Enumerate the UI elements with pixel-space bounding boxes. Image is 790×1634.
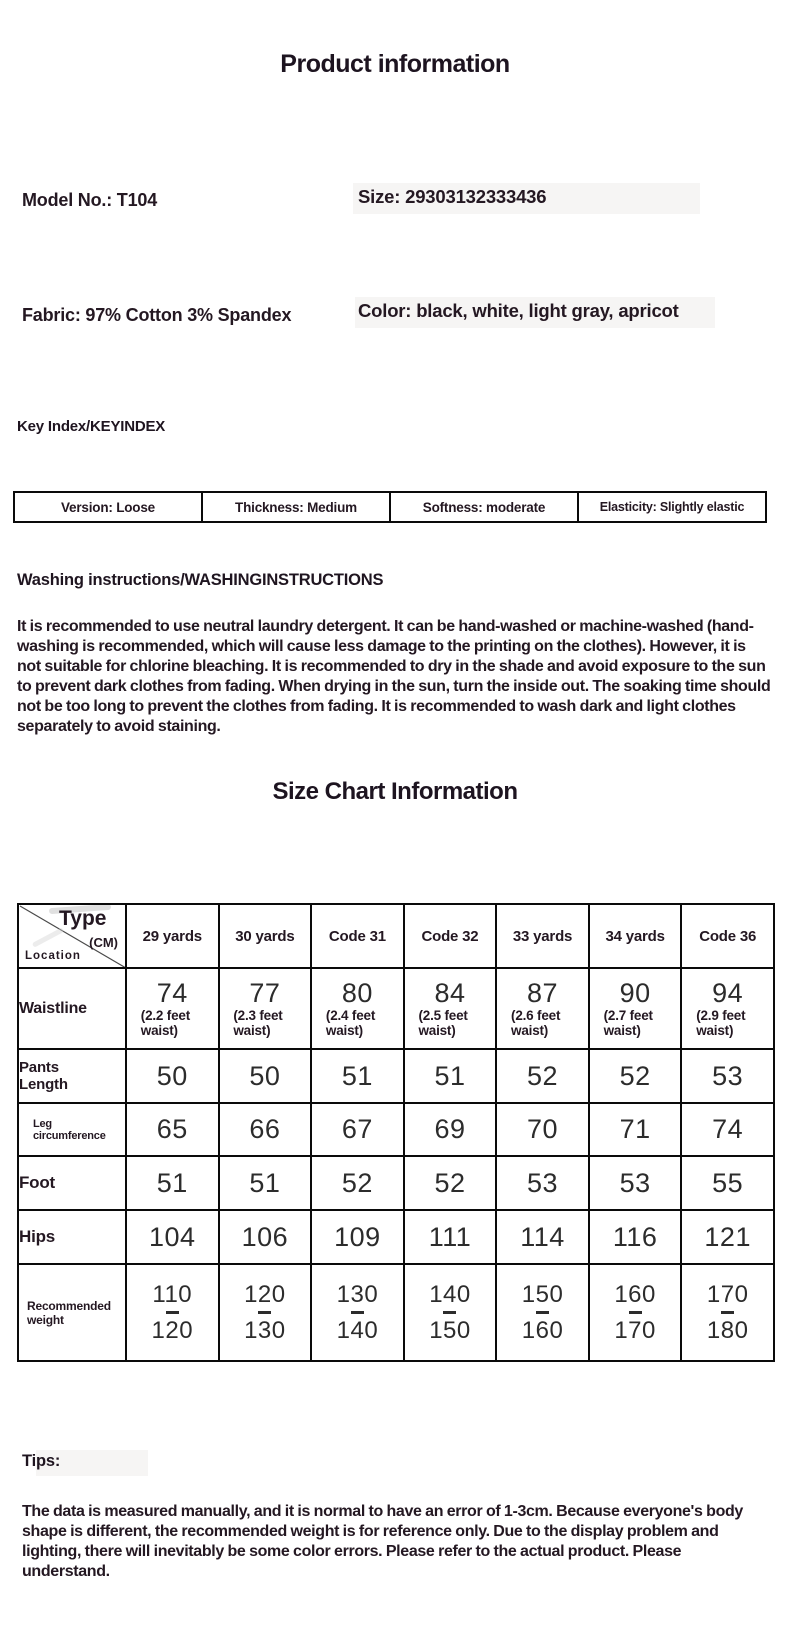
size-chart-cell <box>219 1049 312 1103</box>
size-subnote: (2.4 feet waist) <box>325 1007 376 1038</box>
size-chart-cell <box>681 1264 774 1361</box>
weight-from-value: 120 <box>244 1280 286 1308</box>
size-chart-cell <box>681 1103 774 1156</box>
size-chart-row-label: Hips <box>18 1210 126 1264</box>
size-chart-cell <box>126 1103 219 1156</box>
washing-instructions-heading: Washing instructions/WASHINGINSTRUCTIONS <box>17 571 384 589</box>
size-chart-cell <box>311 1210 404 1264</box>
size-value: 51 <box>341 1060 373 1091</box>
size-value: 71 <box>619 1114 651 1145</box>
size-chart-cell <box>311 1049 404 1103</box>
size-value: 70 <box>527 1114 559 1145</box>
size-chart-cell <box>681 1156 774 1210</box>
size-chart-row <box>18 1103 774 1156</box>
size-value: 65 <box>156 1114 188 1145</box>
size-chart-cell <box>496 968 589 1049</box>
range-dash-icon <box>166 1311 179 1314</box>
size-value: 109 <box>334 1221 381 1252</box>
size-subnote: (2.3 feet waist) <box>233 1007 283 1038</box>
size-chart-table <box>17 903 775 1362</box>
weight-from-value: 110 <box>152 1280 193 1308</box>
range-dash-icon <box>258 1311 271 1314</box>
size-value: 74 <box>156 978 188 1009</box>
size-chart-row <box>18 968 774 1049</box>
size-chart-cell <box>126 1156 219 1210</box>
size-chart-column-header: 33 yards <box>496 904 589 968</box>
key-index-row <box>13 491 767 523</box>
size-value: 53 <box>712 1060 744 1091</box>
size-chart-column-header: 34 yards <box>589 904 682 968</box>
washing-instructions-text: It is recommended to use neutral laundry detergent. It can be hand-washed or machine-washed (hand-washing is recommended, which will cause less damage to the printing on the clothes). However, it is not suitable for chlorine bleaching. It is recommended to dry in the shade and avoid exposure to the sun to prevent dark clothes from fading. When drying in the sun, turn the inside out. The soaking time should not be too long to prevent the clothes from fading. It is recommended to wash dark and light clothes separately to avoid staining. <box>17 618 771 735</box>
range-dash-icon <box>629 1311 642 1314</box>
size-chart-column-header: Code 31 <box>311 904 404 968</box>
size-value: 121 <box>704 1221 751 1252</box>
size-value: 106 <box>241 1221 289 1252</box>
size-chart-cell <box>404 968 497 1049</box>
size-chart-cell <box>126 1264 219 1361</box>
key-index-cell: Thickness: Medium <box>201 493 389 521</box>
size-chart-cell <box>219 1210 312 1264</box>
range-dash-icon <box>351 1311 364 1314</box>
size-chart-cell <box>681 1210 774 1264</box>
weight-from-value: 170 <box>706 1280 749 1308</box>
weight-from-value: 140 <box>429 1280 471 1308</box>
weight-to-value: 120 <box>151 1317 194 1344</box>
size-chart-cell <box>589 1103 682 1156</box>
size-chart-cell <box>589 968 682 1049</box>
size-chart-row <box>18 1156 774 1210</box>
weight-to-value: 130 <box>244 1317 286 1344</box>
size-chart-cell <box>496 1103 589 1156</box>
size-chart-cell <box>589 1049 682 1103</box>
size-value: 52 <box>619 1060 651 1091</box>
weight-to-value: 150 <box>429 1317 471 1344</box>
size-subnote: (2.7 feet waist) <box>603 1007 653 1038</box>
size-chart-cell <box>496 1156 589 1210</box>
size-chart-cell <box>404 1103 497 1156</box>
size-chart-cell <box>219 1103 312 1156</box>
weight-to-value: 180 <box>706 1317 749 1344</box>
corner-location-label: Location <box>25 950 81 962</box>
size-chart-cell <box>496 1264 589 1361</box>
size-value: 87 <box>527 978 559 1009</box>
range-dash-icon <box>443 1311 456 1314</box>
fabric-composition: Fabric: 97% Cotton 3% Spandex <box>22 305 292 325</box>
size-value: 52 <box>434 1167 466 1198</box>
size-value: 55 <box>712 1167 744 1198</box>
size-chart-cell <box>589 1210 682 1264</box>
size-chart-heading: Size Chart Information <box>272 778 518 805</box>
size-chart-cell <box>496 1210 589 1264</box>
weight-from-value: 150 <box>521 1280 564 1308</box>
size-chart-cell <box>311 1156 404 1210</box>
size-chart-row-label: Recommended weight <box>18 1264 126 1361</box>
size-chart-cell <box>126 1049 219 1103</box>
size-value: 52 <box>527 1060 559 1091</box>
size-value: 51 <box>434 1060 466 1091</box>
weight-from-value: 130 <box>336 1280 379 1308</box>
size-chart-corner-cell <box>18 904 126 968</box>
size-value: 51 <box>249 1167 281 1198</box>
weight-to-value: 170 <box>614 1317 656 1344</box>
size-subnote: (2.2 feet waist) <box>140 1007 191 1038</box>
size-value: 94 <box>712 978 744 1009</box>
size-list: Size: 29303132333436 <box>358 186 547 207</box>
size-chart-cell <box>126 968 219 1049</box>
size-value: 111 <box>428 1221 472 1252</box>
size-chart-row <box>18 1049 774 1103</box>
size-value: 84 <box>434 978 466 1009</box>
key-index-cell: Elasticity: Slightly elastic <box>577 493 765 521</box>
weight-from-value: 160 <box>614 1280 656 1308</box>
size-value: 66 <box>249 1114 281 1145</box>
color-list: Color: black, white, light gray, apricot <box>358 300 679 321</box>
size-chart-cell <box>404 1264 497 1361</box>
size-chart-column-header: Code 32 <box>404 904 497 968</box>
size-chart-cell <box>589 1156 682 1210</box>
weight-to-value: 140 <box>336 1317 379 1344</box>
range-dash-icon <box>721 1311 734 1314</box>
model-number: Model No.: T104 <box>22 190 158 210</box>
size-value: 116 <box>612 1221 658 1252</box>
size-value: 67 <box>341 1114 373 1145</box>
size-chart-cell <box>311 1103 404 1156</box>
size-chart-row-label: Waistline <box>18 968 126 1049</box>
size-value: 53 <box>527 1167 559 1198</box>
size-subnote: (2.5 feet waist) <box>418 1007 468 1038</box>
size-value: 51 <box>156 1167 188 1198</box>
corner-type-label: Type <box>59 907 107 930</box>
size-value: 114 <box>520 1221 565 1252</box>
size-chart-cell <box>311 1264 404 1361</box>
size-subnote: (2.9 feet waist) <box>696 1007 746 1038</box>
size-chart-cell <box>219 1264 312 1361</box>
tips-text: The data is measured manually, and it is normal to have an error of 1-3cm. Because everyone's body shape is different, the recommended weight is for reference only. Due to the display problem and lighting, there will inevitably be some color errors. Please refer to the actual product. Please understand. <box>22 1503 743 1580</box>
size-chart-cell <box>404 1049 497 1103</box>
size-chart-row-label: Pants Length <box>18 1049 126 1103</box>
range-dash-icon <box>536 1311 549 1314</box>
size-chart-row-label: Foot <box>18 1156 126 1210</box>
size-value: 52 <box>341 1167 373 1198</box>
weight-to-value: 160 <box>521 1317 564 1344</box>
key-index-heading: Key Index/KEYINDEX <box>17 418 166 435</box>
size-chart-cell <box>496 1049 589 1103</box>
size-chart-cell <box>681 1049 774 1103</box>
size-chart-column-header: 30 yards <box>219 904 312 968</box>
size-value: 104 <box>149 1221 196 1252</box>
size-chart-cell <box>404 1156 497 1210</box>
size-chart-cell <box>219 1156 312 1210</box>
size-value: 80 <box>341 978 373 1009</box>
size-value: 50 <box>249 1060 281 1091</box>
key-index-cell: Version: Loose <box>61 499 155 515</box>
size-chart-column-header: Code 36 <box>681 904 774 968</box>
size-value: 69 <box>434 1114 466 1145</box>
size-value: 90 <box>619 978 651 1009</box>
size-chart-row <box>18 1264 774 1361</box>
size-chart-row <box>18 1210 774 1264</box>
size-value: 77 <box>249 978 281 1009</box>
size-value: 53 <box>619 1167 651 1198</box>
size-chart-cell <box>589 1264 682 1361</box>
size-chart-cell <box>126 1210 219 1264</box>
size-chart-column-header: 29 yards <box>126 904 219 968</box>
corner-unit-label: (CM) <box>89 935 118 950</box>
key-index-cell: Softness: moderate <box>389 493 577 521</box>
size-chart-header-row <box>18 904 774 968</box>
size-chart-cell <box>311 968 404 1049</box>
size-chart-body <box>18 968 774 1361</box>
size-subnote: (2.6 feet waist) <box>511 1007 561 1038</box>
page-title: Product information <box>280 50 510 78</box>
size-chart-cell <box>219 968 312 1049</box>
size-value: 50 <box>156 1060 188 1091</box>
tips-heading: Tips: <box>22 1452 61 1470</box>
size-value: 74 <box>712 1114 744 1145</box>
size-chart-cell <box>681 968 774 1049</box>
size-chart-row-label: Leg circumference <box>18 1103 126 1156</box>
size-chart-cell <box>404 1210 497 1264</box>
